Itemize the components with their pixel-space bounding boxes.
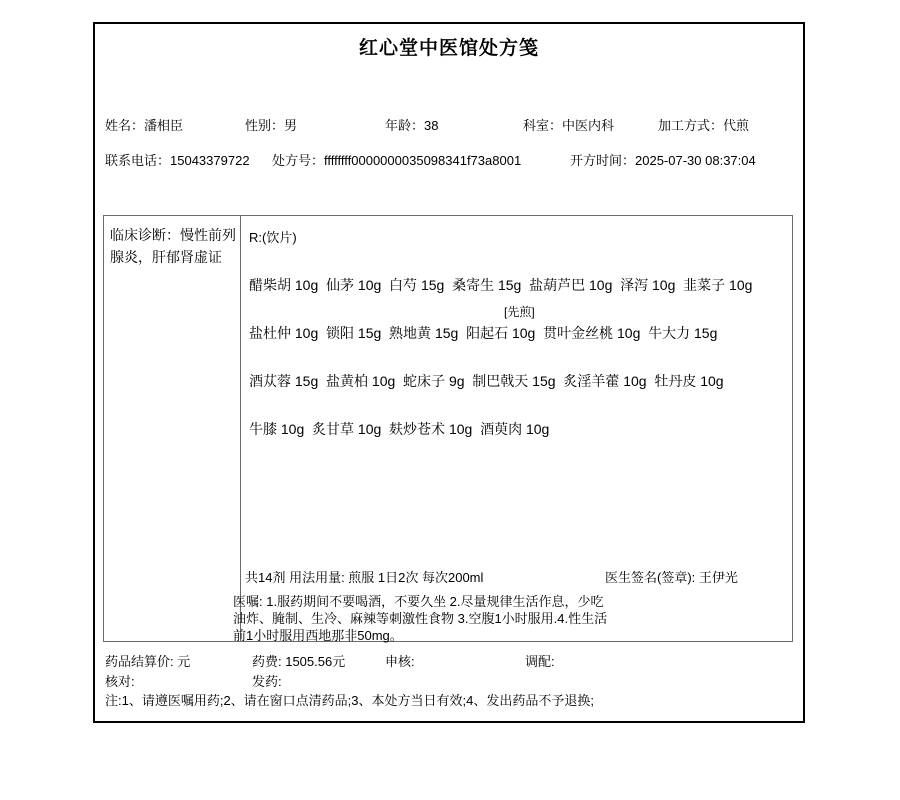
decoct-first-note: [先煎] — [504, 305, 535, 319]
rx-number-value: ffffffff0000000035098341f73a8001 — [324, 153, 522, 168]
patient-age-value: 38 — [424, 118, 439, 133]
processing-method-value: 代煎 — [723, 118, 750, 133]
medical-advice-line-3: 前1小时服用西地那非50mg。 — [233, 628, 403, 643]
clinical-diagnosis-label: 临床诊断： — [110, 227, 180, 243]
check-field: 核对: — [105, 674, 135, 689]
herb-line-3: 酒苁蓉 15g 盐黄柏 10g 蛇床子 9g 制巴戟天 15g 炙淫羊藿 10g 牡丹皮 10g — [249, 373, 724, 389]
patient-name-field — [105, 115, 183, 134]
medical-advice-block — [233, 593, 635, 644]
phone-value: 15043379722 — [170, 153, 250, 168]
doctor-signature-field — [605, 567, 738, 586]
patient-gender-field — [245, 115, 297, 134]
herb-line-2: 盐杜仲 10g 锁阳 15g 熟地黄 15g 阳起石 10g 贯叶金丝桃 10g 牛大力 15g — [249, 325, 718, 341]
rx-form-label: R:(饮片) — [249, 230, 297, 245]
clinical-diagnosis-text: 慢性前列腺炎，肝郁肾虚证 — [110, 227, 236, 265]
patient-name-label: 姓名： — [105, 118, 145, 133]
processing-method-field — [658, 115, 749, 134]
patient-gender-label: 性别： — [245, 118, 285, 133]
department-field — [523, 115, 614, 134]
patient-age-field — [385, 115, 438, 134]
herb-line-1: 醋柴胡 10g 仙茅 10g 白芍 15g 桑寄生 15g 盐葫芦巴 10g 泽泻 10g 韭菜子 10g — [249, 277, 753, 293]
medical-advice-line-1: 医嘱: 1.服药期间不要喝酒，不要久坐 2.尽量规律生活作息，少吃 — [233, 594, 604, 609]
rx-number-field — [272, 150, 521, 169]
phone-field — [105, 150, 250, 169]
department-label: 科室： — [523, 118, 563, 133]
processing-method-label: 加工方式： — [658, 118, 724, 133]
prescription-sheet — [93, 22, 805, 723]
patient-age-label: 年龄： — [385, 118, 425, 133]
dosage-usage-line: 共14剂 用法用量: 煎服 1日2次 每次200ml — [245, 570, 484, 585]
drug-fee-field: 药费: 1505.56元 — [252, 654, 346, 669]
issue-time-field — [570, 150, 756, 169]
department-value: 中医内科 — [562, 118, 615, 133]
issue-time-label: 开方时间： — [570, 153, 636, 168]
phone-label: 联系电话： — [105, 153, 171, 168]
clinic-title: 红心堂中医馆处方笺 — [358, 38, 539, 59]
doctor-signature-name: 王伊光 — [698, 570, 738, 585]
settlement-price-field: 药品结算价: 元 — [105, 654, 191, 669]
medical-advice-line-2: 油炸、腌制、生冷、麻辣等刺激性食物 3.空腹1小时服用.4.性生活 — [233, 611, 608, 626]
dispense-field: 发药: — [252, 674, 282, 689]
herb-line-4: 牛膝 10g 炙甘草 10g 麸炒苍术 10g 酒萸肉 10g — [249, 421, 550, 437]
patient-name-value: 潘相臣 — [144, 118, 184, 133]
footer-note: 注:1、请遵医嘱用药;2、请在窗口点清药品;3、本处方当日有效;4、发出药品不予退换; — [105, 693, 594, 708]
patient-gender-value: 男 — [284, 118, 298, 133]
rx-number-label: 处方号： — [272, 153, 325, 168]
diagnosis-divider-line — [240, 216, 241, 641]
allocate-field: 调配: — [525, 654, 555, 669]
clinical-diagnosis — [110, 224, 240, 268]
issue-time-value: 2025-07-30 08:37:04 — [635, 153, 756, 168]
doctor-signature-label: 医生签名(签章): — [605, 570, 699, 585]
prescription-body-box — [103, 215, 793, 642]
review-field: 申核: — [385, 654, 415, 669]
